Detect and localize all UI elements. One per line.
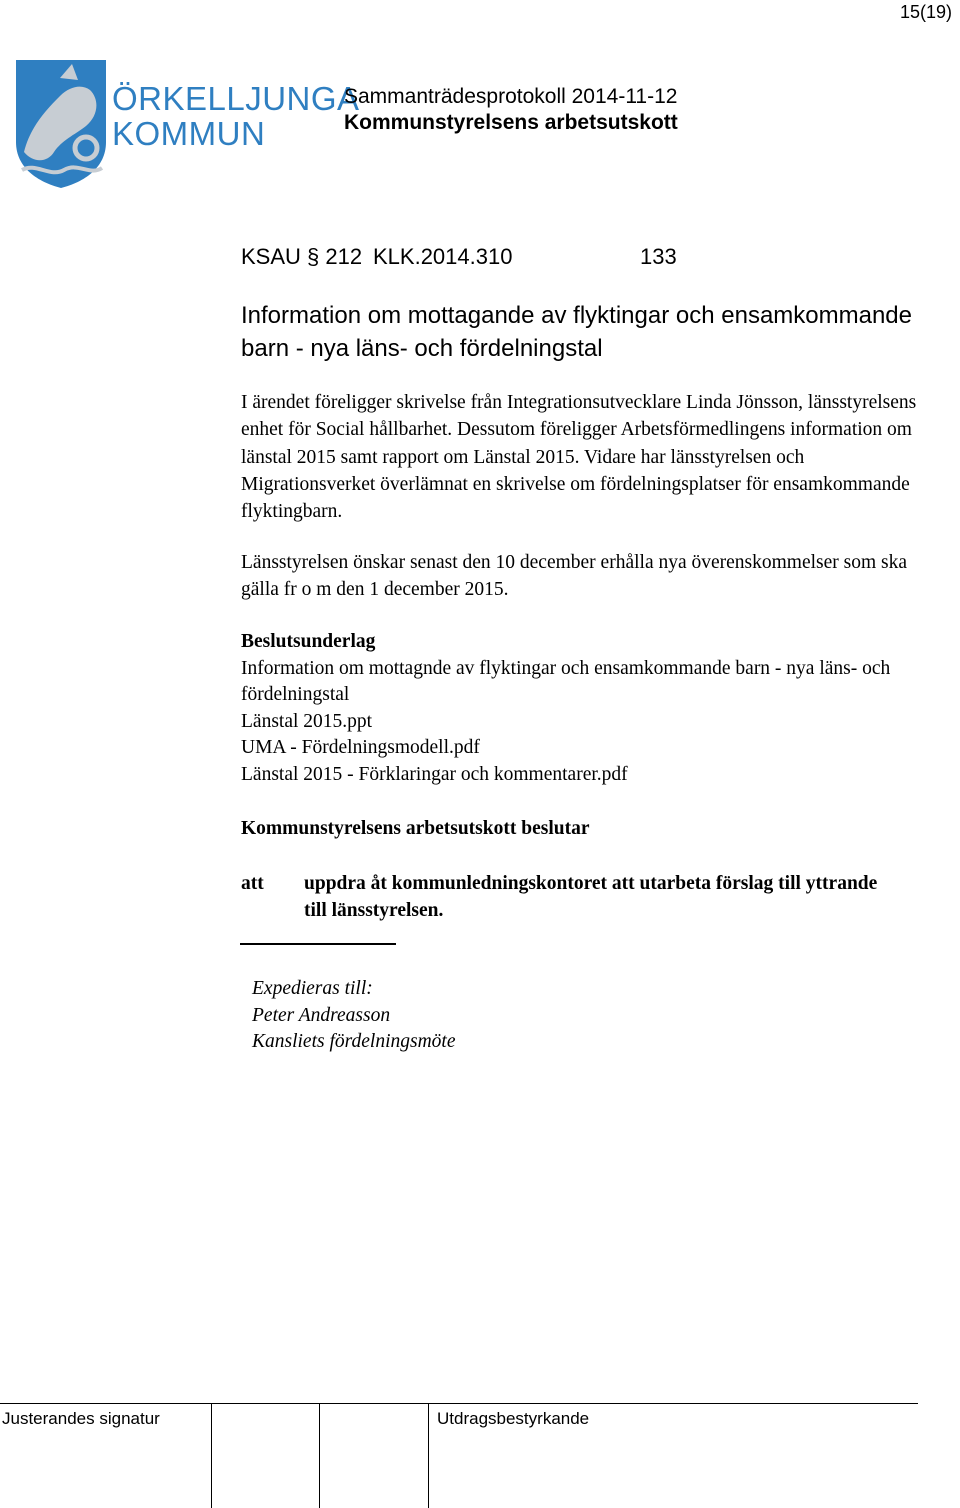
- footer-divider: [319, 1404, 320, 1508]
- expedieras-recipient: Kansliets fördelningsmöte: [252, 1031, 456, 1052]
- footer-divider: [428, 1404, 429, 1508]
- footer-top-line: [0, 1403, 918, 1404]
- beslutsunderlag-item: Länstal 2015.ppt: [241, 710, 373, 732]
- municipality-logo: [16, 60, 106, 188]
- body-paragraph: Länsstyrelsen önskar senast den 10 december erhålla nya överenskommelser som ska gälla fr o m den 1 december 2015.: [241, 552, 908, 601]
- logo-text-orkelljunga: ÖRKELLJUNGA: [112, 80, 360, 117]
- decision-att: att: [241, 873, 264, 894]
- expedieras-section: [252, 976, 455, 1056]
- logo-text-kommun: KOMMUN: [112, 115, 266, 152]
- expedieras-heading: Expedieras till:: [252, 978, 373, 999]
- separator-line: [240, 943, 396, 945]
- item-number: 133: [640, 244, 677, 269]
- beslutsunderlag-heading: Beslutsunderlag: [241, 631, 376, 652]
- beslutsunderlag-section: [241, 629, 921, 788]
- signature-label: Justerandes signatur: [2, 1409, 160, 1428]
- body-paragraph: I ärendet föreligger skrivelse från Integrationsutvecklare Linda Jönsson, länsstyrelsens enhet för Social hållbarhet. Dessutom föreligger Arbetsförmedlingens information om länstal 2015 samt rapport om Länstal 2015. Vidare har länsstyrelsen och Migrationsverket överlämnat en skrivelse om fördelningsplatser för ensamkommande flyktingbarn.: [241, 392, 917, 523]
- decision-text: uppdra åt kommunledningskontoret att utarbeta förslag till yttrande till länsstyrelsen.: [304, 873, 878, 921]
- protocol-title: Sammanträdesprotokoll 2014-11-12: [344, 85, 678, 108]
- decision-heading: Kommunstyrelsens arbetsutskott beslutar: [241, 818, 590, 839]
- paragraph-reference: KSAU § 212: [241, 244, 363, 269]
- expedieras-recipient: Peter Andreasson: [252, 1004, 391, 1026]
- beslutsunderlag-item: Information om mottagnde av flyktingar och ensamkommande barn - nya läns- och fördelningstal: [241, 657, 891, 705]
- utdrag-label: Utdragsbestyrkande: [437, 1409, 590, 1428]
- page-number: 15(19): [899, 2, 952, 22]
- committee-name: Kommunstyrelsens arbetsutskott: [344, 111, 678, 134]
- case-number: KLK.2014.310: [373, 244, 513, 269]
- item-title: Information om mottagande av flyktingar och ensamkommande barn - nya läns- och fördelningstal: [241, 302, 913, 362]
- beslutsunderlag-item: Länstal 2015 - Förklaringar och kommentarer.pdf: [241, 763, 628, 785]
- footer-divider: [211, 1404, 212, 1508]
- beslutsunderlag-item: UMA - Fördelningsmodell.pdf: [241, 737, 480, 758]
